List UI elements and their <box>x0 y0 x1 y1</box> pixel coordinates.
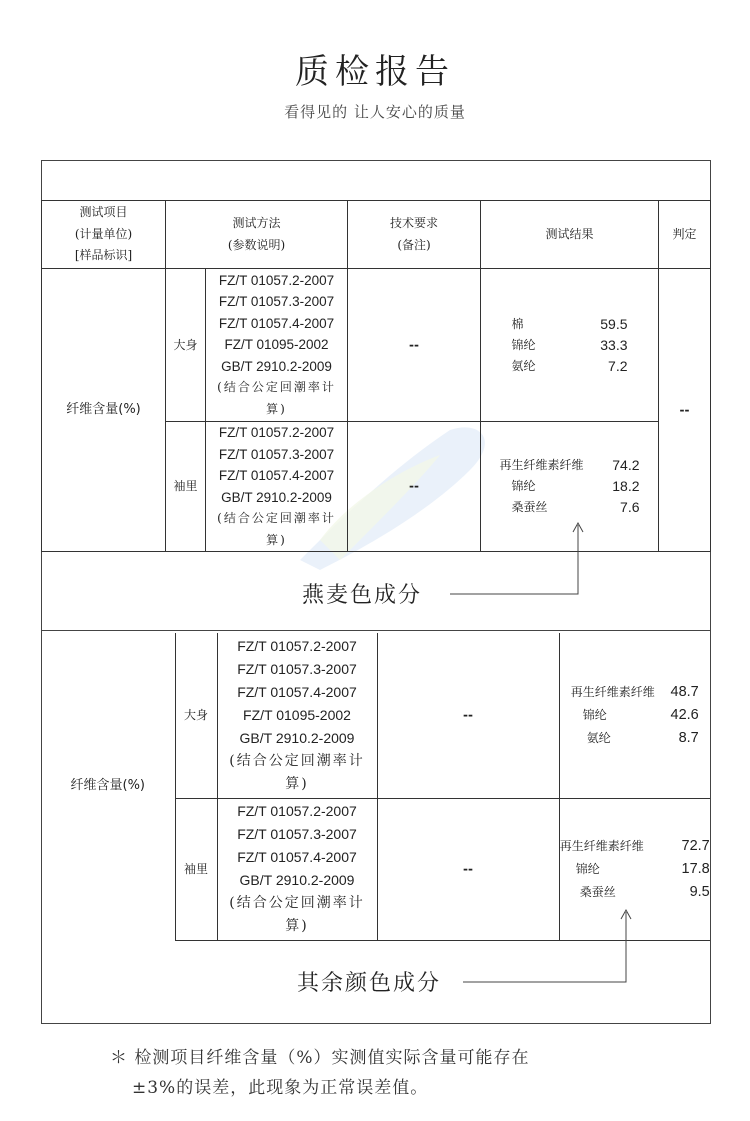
part-label: 大身 <box>175 633 217 798</box>
judgment-value: -- <box>659 269 711 552</box>
part-label: 袖里 <box>175 798 217 940</box>
result-cell: 再生纤维素纤维 72.7 锦纶 17.8 桑蚕丝 9.5 <box>559 798 710 940</box>
callout-other-colors: 其余颜色成分 <box>297 971 442 996</box>
header-judgment: 判定 <box>659 201 711 269</box>
part-label: 袖里 <box>166 422 206 552</box>
requirement-value: -- <box>348 269 481 422</box>
page-subtitle: 看得见的 让人安心的质量 <box>284 103 466 121</box>
method-list: FZ/T 01057.2-2007 FZ/T 01057.3-2007 FZ/T 01057.4-2007 GB/T 2910.2-2009 (结合公定回潮率计 算) <box>217 798 377 940</box>
result-cell: 再生纤维素纤维 74.2 锦纶 18.2 桑蚕丝 7.6 <box>481 422 659 552</box>
item-label: 纤维含量(%) <box>41 633 175 940</box>
header-requirement: 技术要求 (备注) <box>348 201 481 269</box>
callout-arrow-2 <box>463 910 631 982</box>
requirement-value: -- <box>377 633 559 798</box>
result-cell: 再生纤维素纤维 48.7 锦纶 42.6 氨纶 8.7 <box>559 633 710 798</box>
callout-oat-color: 燕麦色成分 <box>302 583 423 608</box>
method-list: FZ/T 01057.2-2007 FZ/T 01057.3-2007 FZ/T 01057.4-2007 FZ/T 01095-2002 GB/T 2910.2-2009 (结合公定回潮率计 算) <box>217 633 377 798</box>
requirement-value: -- <box>348 422 481 552</box>
header-method: 测试方法 (参数说明) <box>166 201 348 269</box>
method-list: FZ/T 01057.2-2007 FZ/T 01057.3-2007 FZ/T 01057.4-2007 GB/T 2910.2-2009 (结合公定回潮率计 算) <box>206 422 348 552</box>
header-result: 测试结果 <box>481 201 659 269</box>
page-title: 质检报告 <box>295 52 455 92</box>
part-label: 大身 <box>166 269 206 422</box>
requirement-value: -- <box>377 798 559 940</box>
callout-arrow-1 <box>450 523 583 594</box>
item-label: 纤维含量(%) <box>42 269 166 552</box>
method-list: FZ/T 01057.2-2007 FZ/T 01057.3-2007 FZ/T 01057.4-2007 FZ/T 01095-2002 GB/T 2910.2-2009 (结合公定回潮率计 算) <box>206 269 348 422</box>
footnote: ＊ 检测项目纤维含量（%）实测值实际含量可能存在 ±3%的误差，此现象为正常误差值。 <box>110 1048 530 1098</box>
header-item: 测试项目 (计量单位) [样品标识] <box>42 201 166 269</box>
result-cell: 棉 59.5 锦纶 33.3 氨纶 7.2 <box>481 269 659 422</box>
